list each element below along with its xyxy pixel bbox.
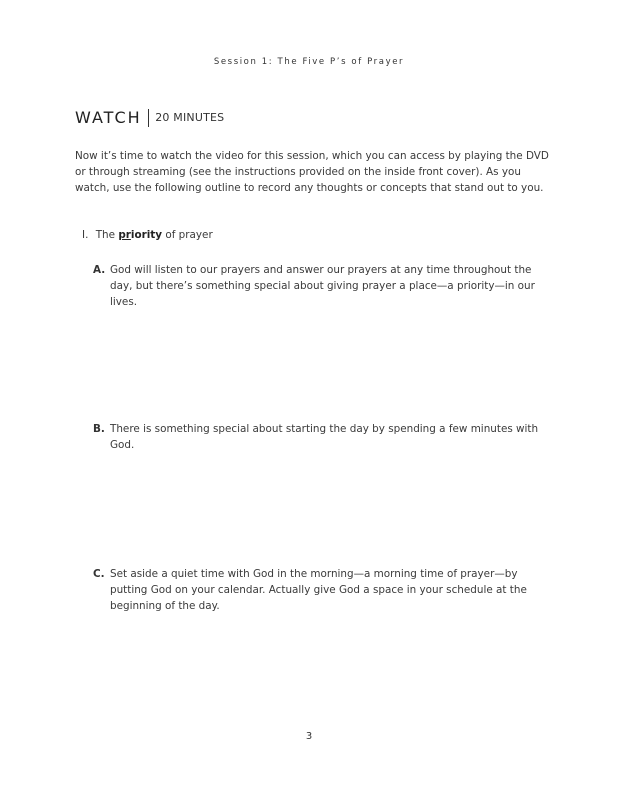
outline-suffix: of prayer xyxy=(165,229,213,241)
point-letter: A. xyxy=(93,264,106,276)
point-letter: B. xyxy=(93,423,105,435)
fill-in-blank xyxy=(118,229,162,241)
outline-heading xyxy=(82,229,213,241)
section-duration: 20 MINUTES xyxy=(155,111,225,124)
point-letter: C. xyxy=(93,568,105,580)
title-separator xyxy=(148,109,150,127)
fill-in-blank-rest: iority xyxy=(130,229,163,241)
section-title xyxy=(75,108,224,127)
running-head: Session 1: The Five P’s of Prayer xyxy=(213,57,405,67)
section-title-text: WATCH xyxy=(75,108,142,127)
fill-in-blank-underlined: pr xyxy=(118,229,131,241)
point-text: There is something special about starting the day by spending a few minutes with God. xyxy=(110,423,539,451)
page-number: 3 xyxy=(305,731,313,742)
outline-prefix: The xyxy=(95,229,116,241)
outline-point-a xyxy=(93,262,553,310)
intro-paragraph: Now it’s time to watch the video for this session, which you can access by playing the DVD or through streaming (see the instructions provided on the inside front cover). As you watch, use the following outline to record any thoughts or concepts that stand out to you. xyxy=(75,150,549,194)
outline-point-c xyxy=(93,566,553,614)
outline-numeral: I. xyxy=(82,229,89,241)
point-text: Set aside a quiet time with God in the morning—a morning time of prayer—by putting God on your calendar. Actually give God a space in your schedule at the beginning of the day. xyxy=(110,568,527,612)
outline-point-b xyxy=(93,421,553,453)
point-text: God will listen to our prayers and answer our prayers at any time throughout the day, but there’s something special about giving prayer a place—a priority—in our lives. xyxy=(110,264,535,308)
